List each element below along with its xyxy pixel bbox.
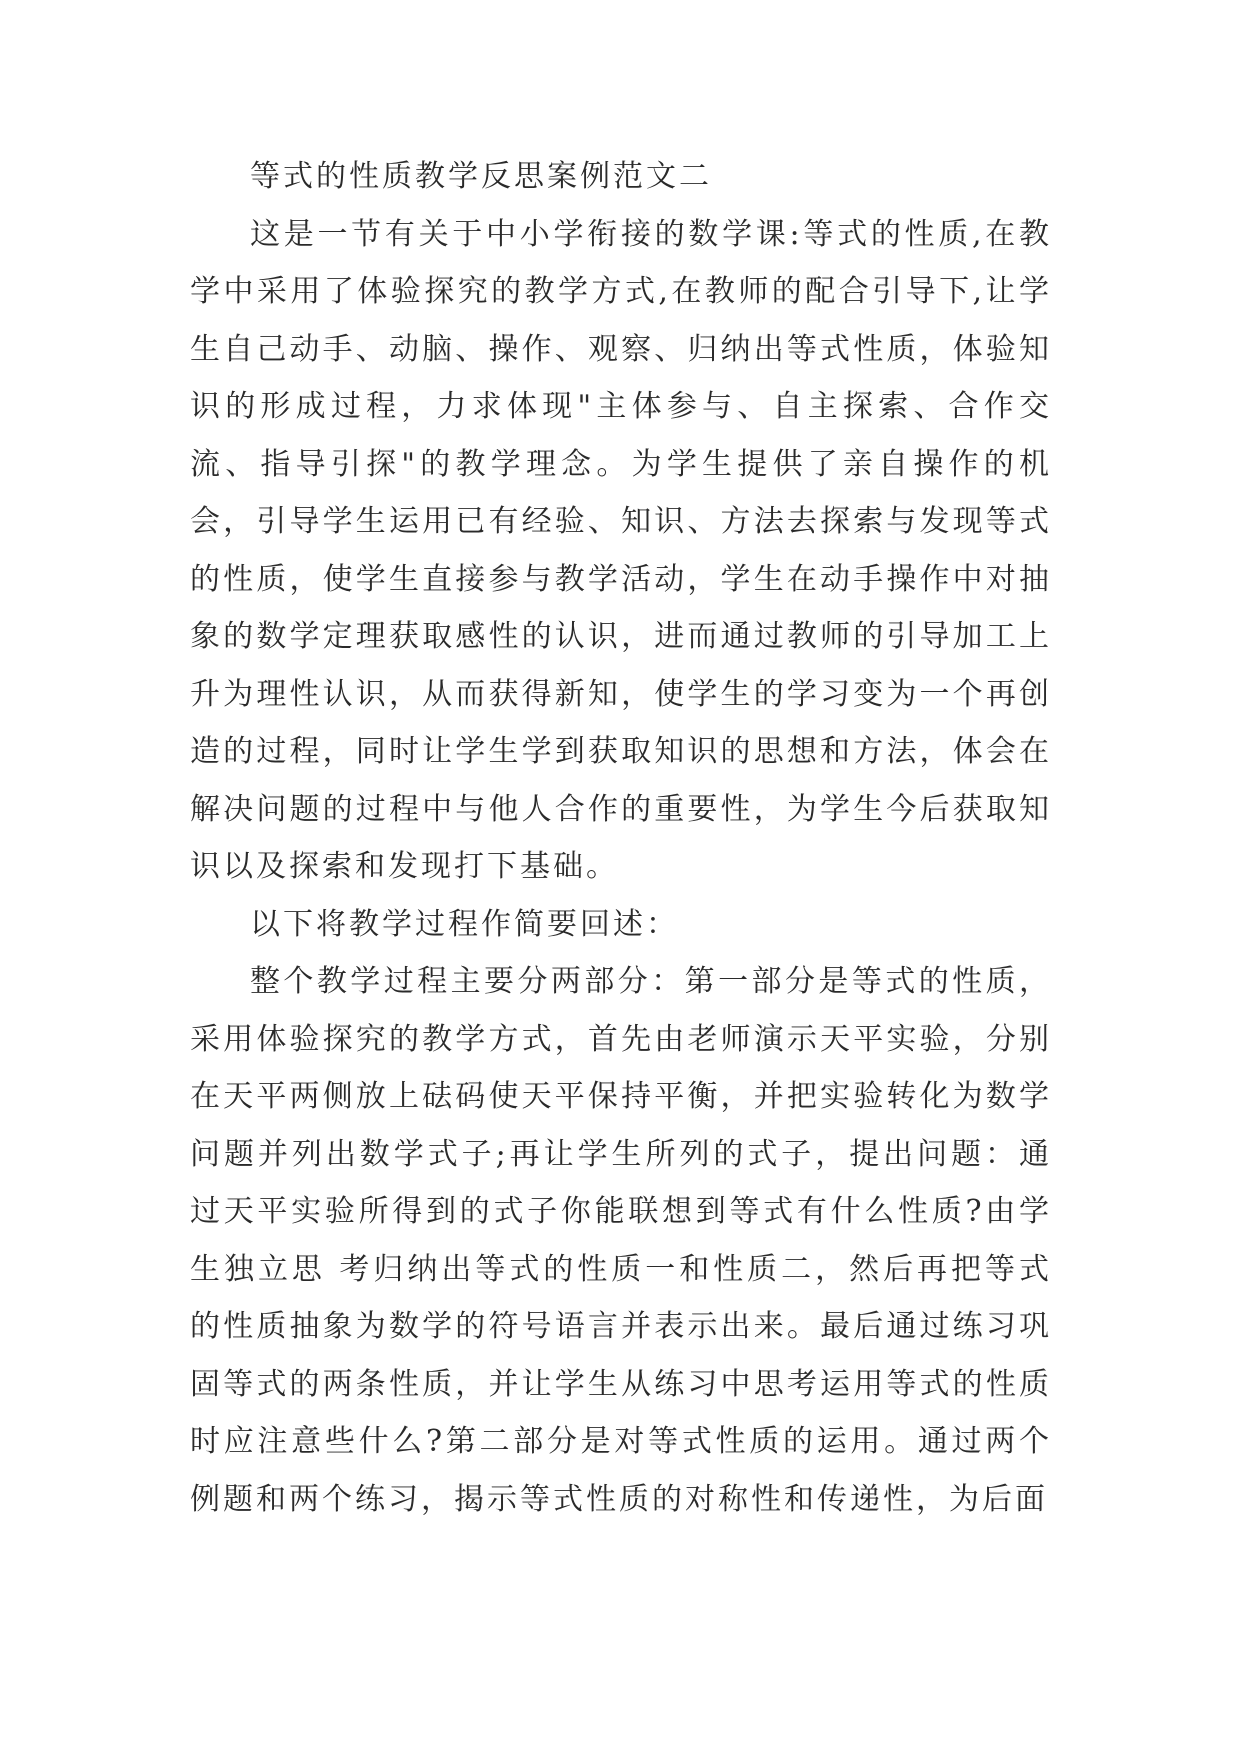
paragraph-intro: 这是一节有关于中小学衔接的数学课:等式的性质,在教学中采用了体验探究的教学方式,在教师的配合引导下,让学生自己动手、动脑、操作、观察、归纳出等式性质，体验知识的形成过程，力求体现"主体参与、自主探索、合作交流、指导引探"的教学理念。为学生提供了亲自操作的机会，引导学生运用已有经验、知识、方法去探索与发现等式的性质，使学生直接参与教学活动，学生在动手操作中对抽象的数学定理获取感性的认识，进而通过教师的引导加工上升为理性认识，从而获得新知，使学生的学习变为一个再创造的过程，同时让学生学到获取知识的思想和方法，体会在解决问题的过程中与他人合作的重要性，为学生今后获取知识以及探索和发现打下基础。	[190, 216, 1052, 884]
paragraph-process-detail: 整个教学过程主要分两部分：第一部分是等式的性质，采用体验探究的教学方式，首先由老师演示天平实验，分别在天平两侧放上砝码使天平保持平衡，并把实验转化为数学问题并列出数学式子;再让学生所列的式子，提出问题：通过天平实验所得到的式子你能联想到等式有什么性质?由学生独立思 考归纳出等式的性质一和性质二，然后再把等式的性质抽象为数学的符号语言并表示出来。最后通过练习巩固等式的两条性质，并让学生从练习中思考运用等式的性质时应注意些什么?第二部分是对等式性质的运用。通过两个例题和两个练习，揭示等式性质的对称性和传递性，为后面	[190, 964, 1052, 1517]
document-body	[190, 148, 1052, 1528]
document-title: 等式的性质教学反思案例范文二	[250, 159, 712, 194]
paragraph-process-lead: 以下将教学过程作简要回述：	[250, 906, 679, 942]
